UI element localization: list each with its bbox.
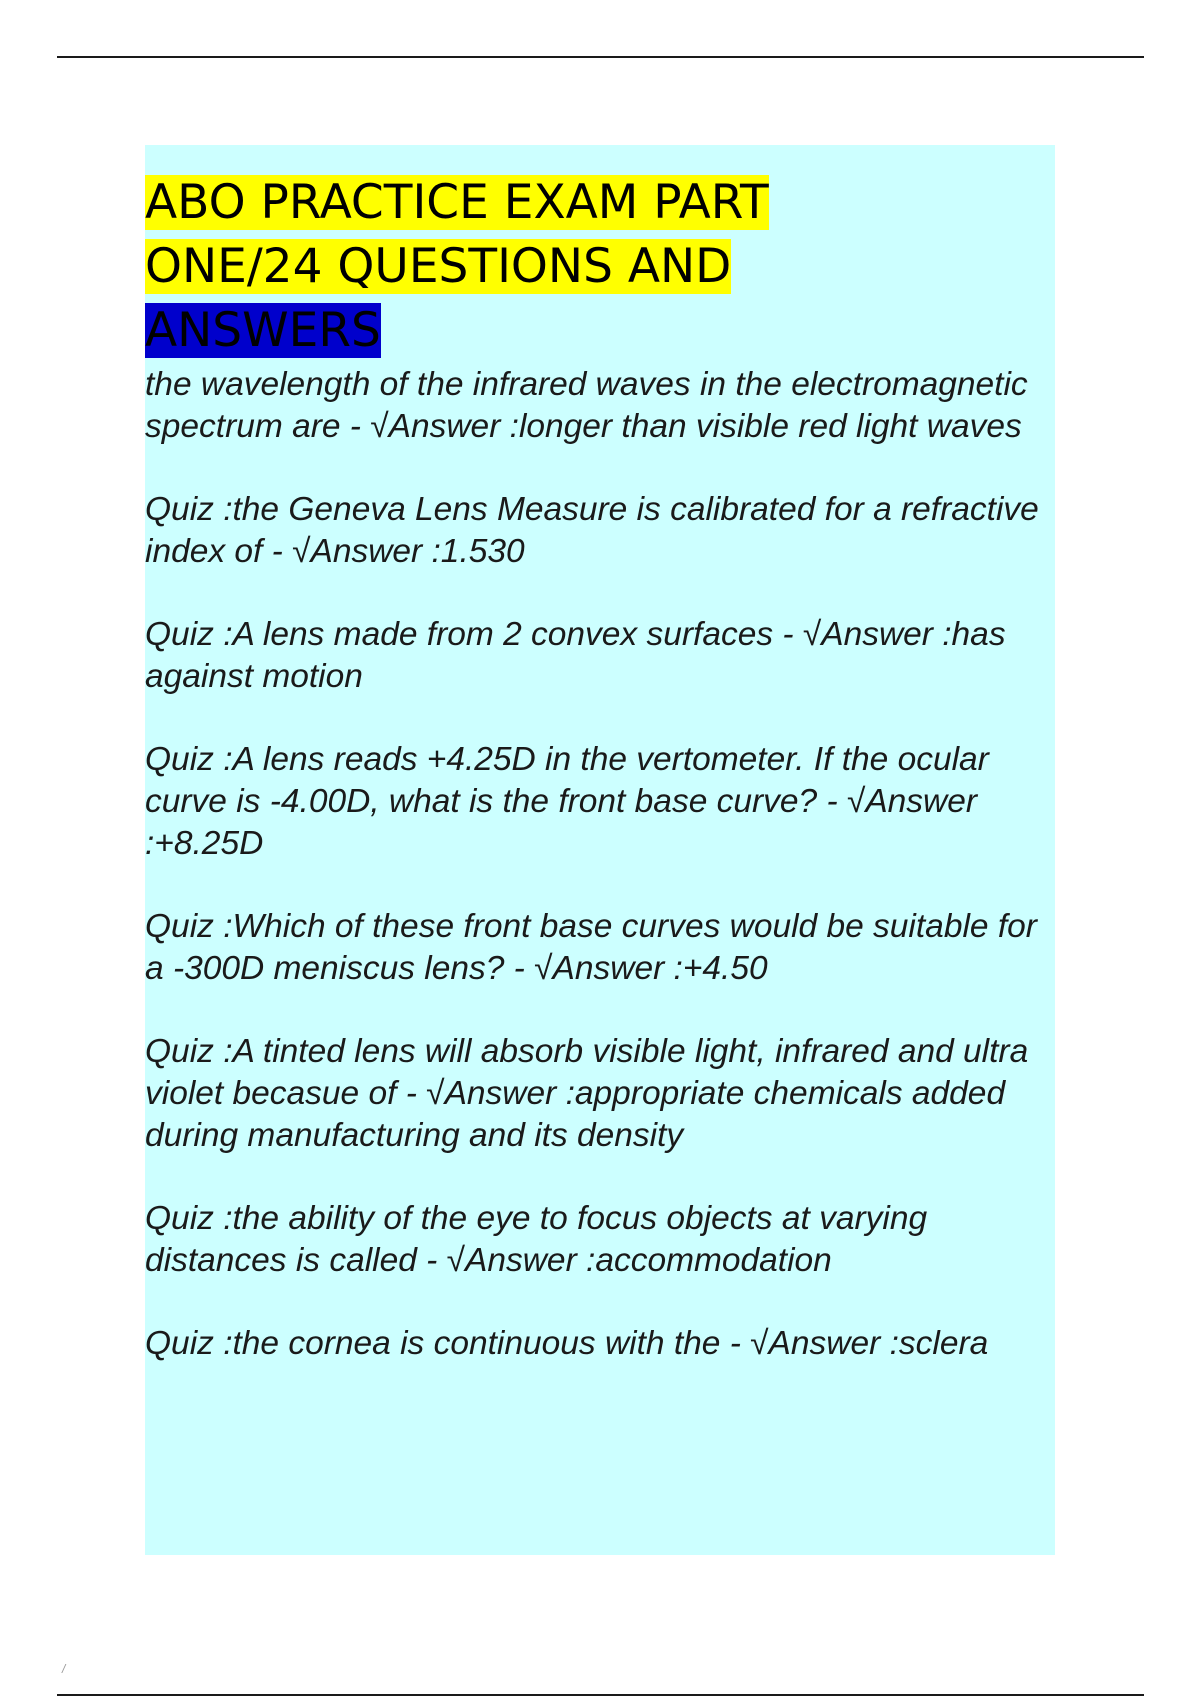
question-item: Quiz :Which of these front base curves would be suitable for a -300D meniscus lens? - √Answer :+4.50 [145,908,1037,987]
question-item: Quiz :the ability of the eye to focus objects at varying distances is called - √Answer :accommodation [145,1200,928,1279]
header-divider [57,56,1144,58]
footer-divider [57,1694,1144,1696]
question-item: Quiz :A lens made from 2 convex surfaces - √Answer :has against motion [145,616,1006,695]
question-item: Quiz :A lens reads +4.25D in the vertometer. If the ocular curve is -4.00D, what is the front base curve? - √Answer :+8.25D [145,741,989,862]
title-line-3: ANSWERS [145,303,381,358]
document-title [145,145,1055,363]
question-item: Quiz :A tinted lens will absorb visible light, infrared and ultra violet becasue of - √Answer :appropriate chemicals added during manufacturing and its density [145,1033,1029,1154]
question-list [145,364,1055,1365]
content-panel [145,145,1055,1555]
question-item: the wavelength of the infrared waves in the electromagnetic spectrum are - √Answer :longer than visible red light waves [145,366,1028,445]
title-line-1: ABO PRACTICE EXAM PART [145,175,769,230]
question-item: Quiz :the Geneva Lens Measure is calibrated for a refractive index of - √Answer :1.530 [145,491,1039,570]
question-item: Quiz :the cornea is continuous with the - √Answer :sclera [145,1325,989,1362]
footer-mark: / [62,1662,66,1676]
title-line-2: ONE/24 QUESTIONS AND [145,239,732,294]
